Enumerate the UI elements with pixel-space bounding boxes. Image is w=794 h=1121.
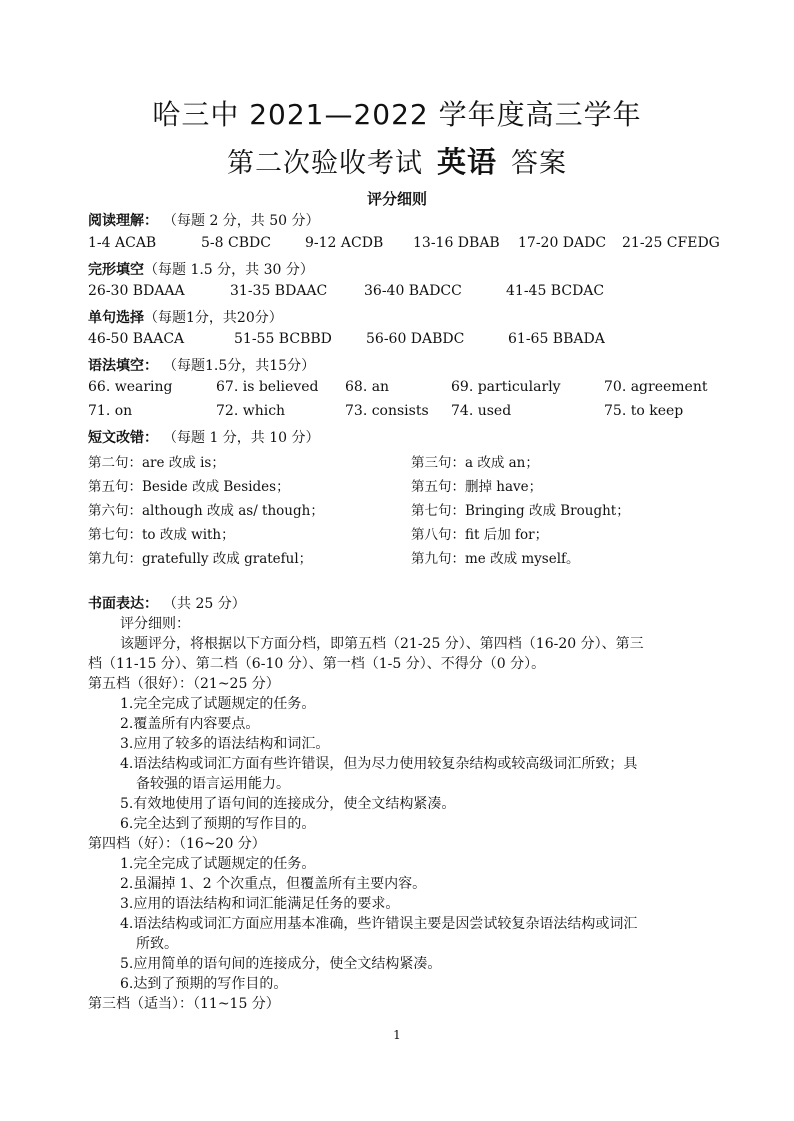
level3-title: 第三档（适当）：（11~15 分） [88,996,280,1012]
single-choice-heading-line [88,307,283,327]
intro-line-2: 档（11-15 分）、第二档（6-10 分）、第一档（1-5 分）、不得分（0 分）。 [88,656,546,672]
correction-item: 第九句：me 改成 myself。 [411,551,580,567]
subtitle: 评分细则 [366,190,427,208]
title-exam: 第二次验收考试 [226,148,423,179]
correction-item: 第六句：although 改成 as/ though； [88,503,324,519]
correction-item: 第九句：gratefully 改成 grateful； [88,551,313,567]
grammar-answer: 69. particularly [451,379,561,395]
single-choice-heading: 单句选择 [88,310,144,326]
grammar-answer: 71. on [88,403,133,419]
answer-group: 56-60 DABDC [366,331,465,347]
correction-item: 第七句：Bringing 改成 Brought； [411,503,630,519]
answer-group: 46-50 BAACA [88,331,185,347]
intro-line-1: 该题评分，将根据以下方面分档，即第五档（21-25 分）、第四档（16-20 分）、第三 [120,636,644,652]
level4-item: 3.应用的语法结构和词汇能满足任务的要求。 [120,896,400,912]
level5-item: 2.覆盖所有内容要点。 [120,716,260,732]
answer-group: 1-4 ACAB [88,235,157,251]
writing-note: （共 25 分） [170,596,246,612]
grammar-answer: 70. agreement [604,379,708,395]
writing-heading-line [88,593,246,613]
correction-note: （每题 1 分，共 10 分） [170,430,320,446]
level4-item: 2.虽漏掉 1、2 个次重点，但覆盖所有主要内容。 [120,876,427,892]
cloze-heading-line [88,259,314,279]
answer-group: 51-55 BCBBD [234,331,332,347]
answer-group: 36-40 BADCC [364,283,462,299]
answer-group: 5-8 CBDC [201,235,271,251]
correction-heading: 短文改错： [88,430,158,446]
level5-item: 5.有效地使用了语句间的连接成分，使全文结构紧凑。 [120,796,456,812]
grammar-answer: 73. consists [345,403,429,419]
page-number: 1 [393,1028,401,1042]
level5-title: 第五档（很好）：（21~25 分） [88,676,280,692]
level4-item: 4.语法结构或词汇方面应用基本准确，些许错误主要是因尝试较复杂语法结构或词汇 [120,916,638,932]
answer-group: 13-16 DBAB [413,235,500,251]
grammar-answer: 68. an [345,379,390,395]
level5-item: 6.完全达到了预期的写作目的。 [120,816,316,832]
grammar-answer: 67. is believed [216,379,319,395]
correction-item: 第三句：a 改成 an； [411,455,539,471]
answer-group: 17-20 DADC [518,235,607,251]
grammar-note: （每题1.5分，共15分） [170,358,316,374]
level4-item: 5.应用简单的语句间的连接成分，使全文结构紧凑。 [120,956,442,972]
correction-item: 第五句：Beside 改成 Besides； [88,479,290,495]
correction-item: 第五句：删掉 have； [411,479,543,495]
title-answer: 答案 [511,148,567,179]
correction-heading-line [88,427,320,447]
answer-group: 26-30 BDAAA [88,283,185,299]
grammar-answer: 72. which [216,403,286,419]
level4-item: 6.达到了预期的写作目的。 [120,976,288,992]
title-line-2 [0,140,794,181]
single-choice-note: （每题1分，共20分） [144,310,283,326]
level5-item: 3.应用了较多的语法结构和词汇。 [120,736,330,752]
grammar-answer: 75. to keep [604,403,684,419]
reading-note: （每题 2 分，共 50 分） [170,213,320,229]
grammar-heading: 语法填空： [88,358,158,374]
answer-group: 41-45 BCDAC [506,283,605,299]
level4-title: 第四档（好）：（16~20 分） [88,836,266,852]
grammar-answer: 74. used [451,403,512,419]
cloze-heading: 完形填空 [88,262,144,278]
level4-item-cont: 所致。 [136,936,178,952]
correction-item: 第八句：fit 后加 for； [411,527,549,543]
reading-heading: 阅读理解： [88,213,158,229]
correction-item: 第二句：are 改成 is； [88,455,225,471]
cloze-note: （每题 1.5 分，共 30 分） [144,262,314,278]
grammar-answer: 66. wearing [88,379,173,395]
writing-heading: 书面表达： [88,596,158,612]
level4-item: 1.完全完成了试题规定的任务。 [120,856,316,872]
title-line-1: 哈三中 2021—2022 学年度高三学年 [152,98,642,131]
title-subject: 英语 [436,145,497,179]
answer-group: 61-65 BBADA [508,331,605,347]
reading-heading-line [88,210,320,230]
answer-group: 21-25 CFEDG [622,235,720,251]
rules-label: 评分细则： [120,616,190,632]
level5-item: 1.完全完成了试题规定的任务。 [120,696,316,712]
answer-group: 9-12 ACDB [305,235,384,251]
answer-group: 31-35 BDAAC [230,283,328,299]
level5-item-cont: 备较强的语言运用能力。 [136,776,290,792]
level5-item: 4.语法结构或词汇方面有些许错误，但为尽力使用较复杂结构或较高级词汇所致；具 [120,756,638,772]
grammar-heading-line [88,355,315,375]
correction-item: 第七句：to 改成 with； [88,527,235,543]
